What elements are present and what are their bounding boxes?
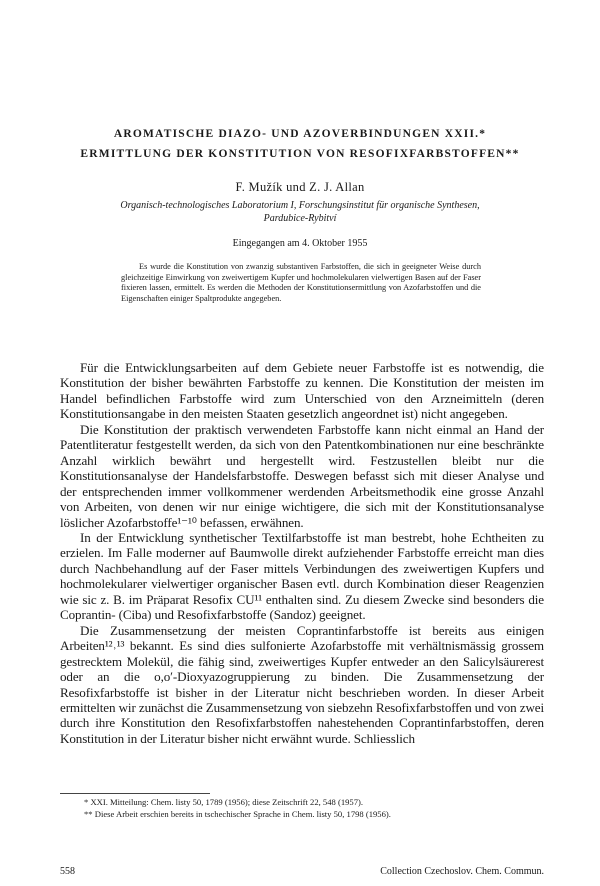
body-paragraph: In der Entwicklung synthetischer Textilfarbstoffe ist man bestrebt, hohe Echtheiten zu erzielen. Im Falle moderner auf Baumwolle direkt aufziehender Farbstoffe erreicht man dies durch Nachbehandlung auf der Faser mittels Verbindungen des zweiwertigen Kupfers und hochmolekularer vielwertiger organischer Basen evtl. durch Kombination dieser Reagenzien wie sic z. B. im Präparat Resofix CU¹¹ enthalten sind. Zu diesem Zwecke sind besonders die Coprantin- (Ciba) und Resofixfarbstoffe (Sandoz) geeignet. <box>60 529 544 623</box>
article-title-line-1: AROMATISCHE DIAZO- UND AZOVERBINDUNGEN XXII.* <box>113 128 487 140</box>
received-date: Eingegangen am 4. Oktober 1955 <box>232 238 368 249</box>
abstract-text: Es wurde die Konstitution von zwanzig substantiven Farbstoffen, die sich in geeigneter Weise durch gleichzeitige Einwirkung von zweiwertigem Kupfer und hochmolekularen vielwertigen Basen auf der Faser fixieren lassen, ermittelt. Es werden die Methoden der Konstitutionsermittlung von Azofarbstoffen und die Eigenschaften einiger Spaltprodukte angegeben. <box>121 262 481 303</box>
affiliation-line-2: Pardubice-Rybitví <box>263 213 337 224</box>
abstract <box>121 262 481 304</box>
affiliation-line-1: Organisch-technologisches Laboratorium I, Forschungsinstitut für organische Synthesen, <box>120 200 480 211</box>
body-paragraph: Die Konstitution der praktisch verwendeten Farbstoffe kann nicht einmal an Hand der Patentliteratur festgestellt werden, da sich von den Patentkombinationen nur eine beschränkte Anzahl wirklich bewährt und hergestellt wird. Festzustellen bleibt nur die Konstitutionsanalyse der Handelsfarbstoffe. Deswegen befasst sich mit dieser Analyse und der entsprechenden immer vollkommener werdenden Arbeitsmethodik eine grosse Anzahl von Arbeiten, von denen wir nur einige wichtigere, die sich mit der Konstitutionsanalyse löslicher Azofarbstoffe¹⁻¹⁰ befassen, erwähnen. <box>60 421 544 530</box>
footnotes <box>60 796 544 820</box>
footnote: * XXI. Mitteilung: Chem. listy 50, 1789 (1956); diese Zeitschrift 22, 548 (1957). <box>84 797 364 807</box>
body-paragraph: Für die Entwicklungsarbeiten auf dem Gebiete neuer Farbstoffe ist es notwendig, die Konstitution der bisher bewährten Farbstoffe zu kennen. Die Konstitution der meisten im Handel befindlichen Farbstoffe wird zum Unterschied von den Arzneimitteln (deren Konstitutionsangabe in den meisten Staaten gesetzlich angeordnet ist) nicht angegeben. <box>60 360 544 422</box>
article-title-line-2: ERMITTLUNG DER KONSTITUTION VON RESOFIXFARBSTOFFEN** <box>80 148 520 160</box>
journal-name: Collection Czechoslov. Chem. Commun. <box>380 866 544 877</box>
footnote: ** Diese Arbeit erschien bereits in tschechischer Sprache in Chem. listy 50, 1798 (1956). <box>84 809 391 819</box>
body-text <box>60 360 544 746</box>
footnote-rule <box>60 793 210 794</box>
page-number: 558 <box>60 866 75 877</box>
affiliation <box>80 199 520 225</box>
authors: F. Mužík und Z. J. Allan <box>235 180 365 194</box>
body-paragraph: Die Zusammensetzung der meisten Coprantinfarbstoffe ist bereits aus einigen Arbeiten¹²˒¹³ bekannt. Es sind dies sulfonierte Azofarbstoffe mit verhältnismässig grossem gestrecktem Molekül, die fähig sind, zweiwertiges Kupfer entweder an den Salicylsäurerest oder an die o,o′-Dioxyazogruppierung zu binden. Die Zusammensetzung der Resofixfarbstoffe ist bisher in der Literatur nicht beschrieben worden. In dieser Arbeit ermittelten wir zunächst die Zusammensetzung von siebzehn Resofixfarbstoffen und von zwei durch ihre Konstitution den Resofixfarbstoffen nahestehenden Coprantinfarbstoffen, deren Konstitution in der Literatur bisher nicht erwähnt wurde. Schliesslich <box>60 622 544 746</box>
